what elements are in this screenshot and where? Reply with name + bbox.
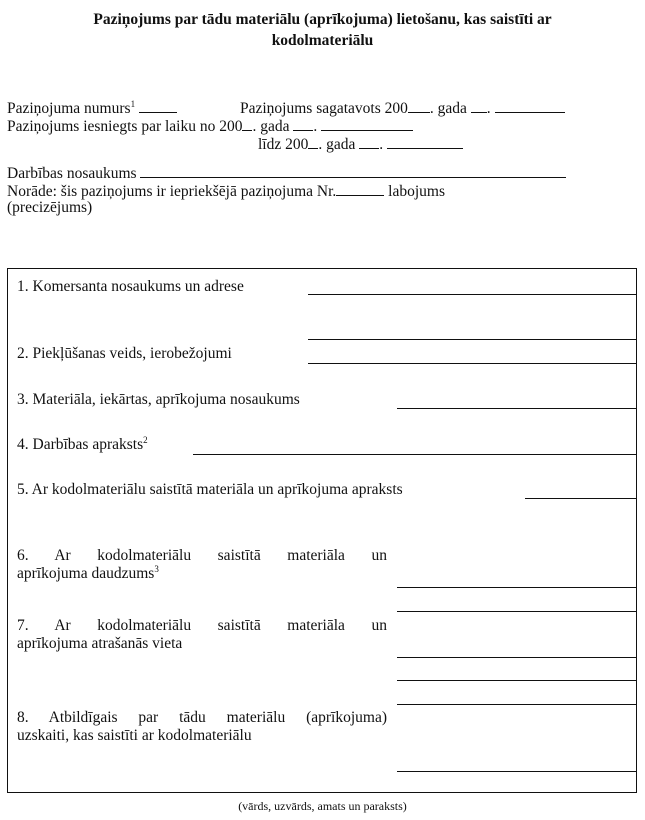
correction-note-line2: (precizējums) (7, 199, 93, 216)
document-title (0, 9, 645, 51)
signature-caption: (vārds, uzvārds, amats un paraksts) (238, 799, 407, 813)
activity-name-row (7, 163, 566, 183)
item-5-line[interactable] (525, 498, 637, 499)
notice-number-label: Paziņojuma numurs (7, 100, 131, 117)
item-1-line-2[interactable] (308, 339, 637, 340)
to-month-field[interactable] (359, 134, 379, 149)
item-7-line-2[interactable] (397, 680, 637, 681)
prepared-month-field[interactable] (471, 98, 487, 113)
to-gada-label: . gada (318, 136, 356, 153)
item-8-label: 8. Atbildīgais par tādu materiālu (aprīkojuma) uzskaiti, kas saistīti ar kodolmateriālu (17, 709, 387, 744)
from-year-field[interactable] (242, 116, 252, 131)
from-day-field[interactable] (321, 116, 413, 131)
submitted-to-label: līdz 200 (258, 136, 309, 153)
form-box (7, 268, 637, 793)
from-gada-label: . gada (252, 118, 290, 135)
to-day-field[interactable] (387, 134, 463, 149)
correction-note-label: Norāde: šis paziņojums ir iepriekšējā paziņojuma Nr. (7, 183, 337, 200)
title-line-1: Paziņojums par tādu materiālu (aprīkojuma) lietošanu, kas saistīti ar (93, 11, 552, 28)
item-2-label: 2. Piekļūšanas veids, ierobežojumi (17, 345, 232, 362)
footnote-2: 2 (143, 434, 148, 445)
from-month-field[interactable] (293, 116, 313, 131)
item-6-line-1[interactable] (397, 587, 637, 588)
prepared-day-field[interactable] (495, 98, 565, 113)
item-4-line[interactable] (193, 454, 637, 455)
activity-name-label: Darbības nosaukums (7, 165, 137, 182)
item-3-line[interactable] (397, 408, 637, 409)
to-year-field[interactable] (308, 134, 318, 149)
item-5-label: 5. Ar kodolmateriālu saistītā materiāla un aprīkojuma apraksts (17, 481, 403, 498)
previous-notice-number-field[interactable] (336, 181, 384, 196)
prepared-gada-label: . gada (429, 100, 467, 117)
submitted-from-row: Paziņojums iesniegts par laiku no 200 . gada . (7, 116, 413, 136)
prepared-label: Paziņojums sagatavots 200 (240, 100, 408, 117)
footnote-3: 3 (154, 563, 159, 574)
correction-labojums: labojums (388, 183, 446, 200)
prepared-year-field[interactable] (408, 98, 430, 113)
activity-name-field[interactable] (140, 163, 566, 178)
notice-number-field[interactable] (139, 98, 177, 113)
submitted-from-label: Paziņojums iesniegts par laiku no 200 (7, 118, 243, 135)
title-line-2: kodolmateriālu (271, 32, 374, 49)
item-3-label: 3. Materiāla, iekārtas, aprīkojuma nosaukums (17, 391, 300, 408)
prepared-date-row: Paziņojums sagatavots 200 . gada . (240, 98, 565, 118)
item-1-label: 1. Komersanta nosaukums un adrese (17, 278, 244, 295)
item-2-line[interactable] (308, 363, 637, 364)
item-7-line-1[interactable] (397, 657, 637, 658)
notice-number-row (7, 98, 177, 118)
item-8-signature-line[interactable] (397, 771, 637, 772)
item-1-line-1[interactable] (308, 294, 637, 295)
item-6-line-2[interactable] (397, 611, 637, 612)
item-4-label: 4. Darbības apraksts$^2$ (17, 434, 148, 453)
footnote-1: 1 (130, 98, 136, 109)
correction-note-row (7, 181, 445, 201)
item-7-label: 7. Ar kodolmateriālu saistītā materiāla un aprīkojuma atrašanās vieta (17, 617, 387, 652)
item-6-label: 6. Ar kodolmateriālu saistītā materiāla un aprīkojuma daudzums$^3$ (17, 547, 387, 582)
submitted-to-row: līdz 200 . gada . (258, 134, 463, 154)
item-7-line-3[interactable] (397, 704, 637, 705)
